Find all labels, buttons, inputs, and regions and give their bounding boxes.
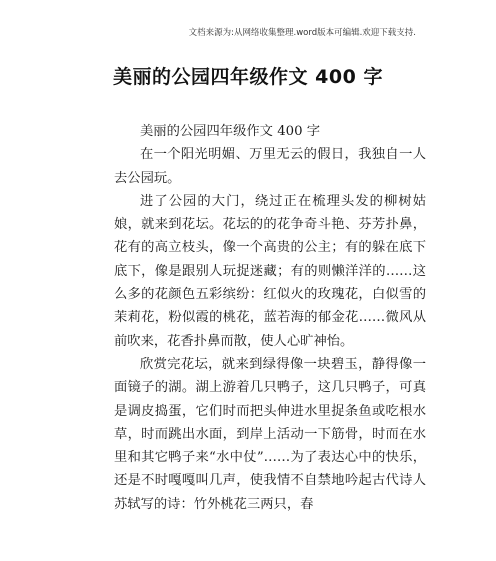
paragraph-subtitle: 美丽的公园四年级作文 400 字 (140, 124, 321, 139)
document-body (114, 120, 426, 516)
document-title: 美丽的公园四年级作文 400 字 (113, 66, 383, 88)
paragraph-flower-bed: 进了公园的大门，绕过正在梳理头发的柳树姑娘，就来到花坛。花坛的的花争奇斗艳、芬芳扑鼻，花有的高立枝头，像一个高贵的公主；有的躲在底下底下，像是跟别人玩捉迷藏；有的则懒洋洋的……这么多的花颜色五彩缤纷：红似火的玫瑰花，白似雪的茉莉花，粉似霞的桃花，蓝若海的郁金花……微风从前吹来，花香扑鼻而散，使人心旷神怡。 (114, 193, 426, 349)
source-note: 文档来源为:从网络收集整理.word版本可编辑.欢迎下载支持. (188, 28, 416, 38)
paragraph-lake: 欣赏完花坛，就来到绿得像一块碧玉，静得像一面镜子的湖。湖上游着几只鸭子，这几只鸭子，可真是调皮捣蛋，它们时而把头伸进水里捉条鱼或吃根水草，时而跳出水面，到岸上活动一下筋骨，时而在水里和其它鸭子来“水中仗”……为了表达心中的快乐，还是不时嘎嘎叫几声，使我情不自禁地吟起古代诗人苏轼写的诗：竹外桃花三两只，春 (114, 356, 426, 512)
paragraph-intro: 在一个阳光明媚、万里无云的假日，我独自一人去公园玩。 (114, 147, 426, 186)
